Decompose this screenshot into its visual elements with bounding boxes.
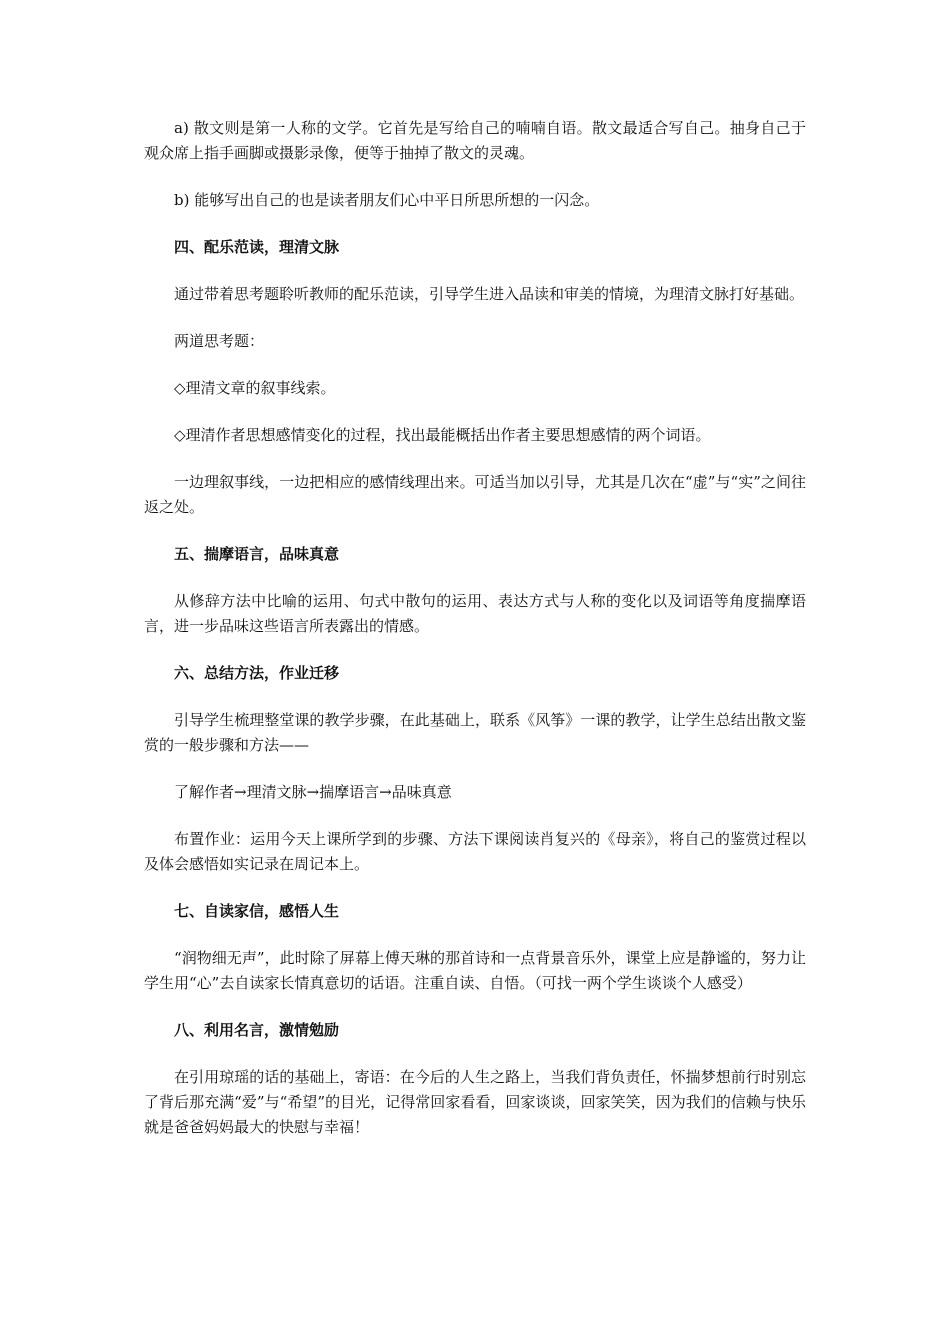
section-4-paragraph-2: 两道思考题： <box>174 332 265 350</box>
section-heading-7: 七、自读家信，感悟人生 <box>174 902 340 920</box>
paragraph-b: b) 能够写出自己的也是读者朋友们心中平日所思所想的一闪念。 <box>174 191 600 209</box>
document-page <box>144 116 806 1162</box>
section-8-paragraph-1: 在引用琼瑶的话的基础上，寄语：在今后的人生之路上，当我们背负责任，怀揣梦想前行时别忘了背后那充满“爱”与“希望”的目光，记得常回家看看，回家谈谈，回家笑笑，因为我们的信赖与快乐就是爸爸妈妈最大的快慰与幸福！ <box>144 1068 806 1136</box>
section-heading-8: 八、利用名言，激情勉励 <box>174 1021 340 1039</box>
section-6-paragraph-2: 布置作业：运用今天上课所学到的步骤、方法下课阅读肖复兴的《母亲》，将自己的鉴赏过程以及体会感悟如实记录在周记本上。 <box>144 830 806 873</box>
section-4-list-item-1: ◇理清文章的叙事线索。 <box>174 379 336 397</box>
section-4-paragraph-1: 通过带着思考题聆听教师的配乐范读，引导学生进入品读和审美的情境，为理清文脉打好基础。 <box>174 285 805 303</box>
section-5-paragraph-1: 从修辞方法中比喻的运用、句式中散句的运用、表达方式与人称的变化以及词语等角度揣摩语言，进一步品味这些语言所表露出的情感。 <box>144 592 806 635</box>
section-6-steps: 了解作者→理清文脉→揣摩语言→品味真意 <box>174 783 452 801</box>
section-7-paragraph-1: “润物细无声”，此时除了屏幕上傅天琳的那首诗和一点背景音乐外，课堂上应是静谧的，努力让学生用“心”去自读家长情真意切的话语。注重自读、自悟。（可找一两个学生谈谈个人感受） <box>144 949 806 992</box>
section-6-paragraph-1: 引导学生梳理整堂课的教学步骤，在此基础上，联系《风筝》一课的教学，让学生总结出散文鉴赏的一般步骤和方法—— <box>144 711 806 754</box>
paragraph-a: a) 散文则是第一人称的文学。它首先是写给自己的喃喃自语。散文最适合写自己。抽身自己于观众席上指手画脚或摄影录像，便等于抽掉了散文的灵魂。 <box>144 119 806 162</box>
section-4-list-item-2: ◇理清作者思想感情变化的过程，找出最能概括出作者主要思想感情的两个词语。 <box>174 426 711 444</box>
section-heading-6: 六、总结方法，作业迁移 <box>174 664 340 682</box>
section-heading-5: 五、揣摩语言，品味真意 <box>174 545 340 563</box>
section-4-paragraph-3: 一边理叙事线，一边把相应的感情线理出来。可适当加以引导，尤其是几次在“虚”与“实”之间往返之处。 <box>144 473 806 516</box>
section-heading-4: 四、配乐范读，理清文脉 <box>174 238 340 256</box>
